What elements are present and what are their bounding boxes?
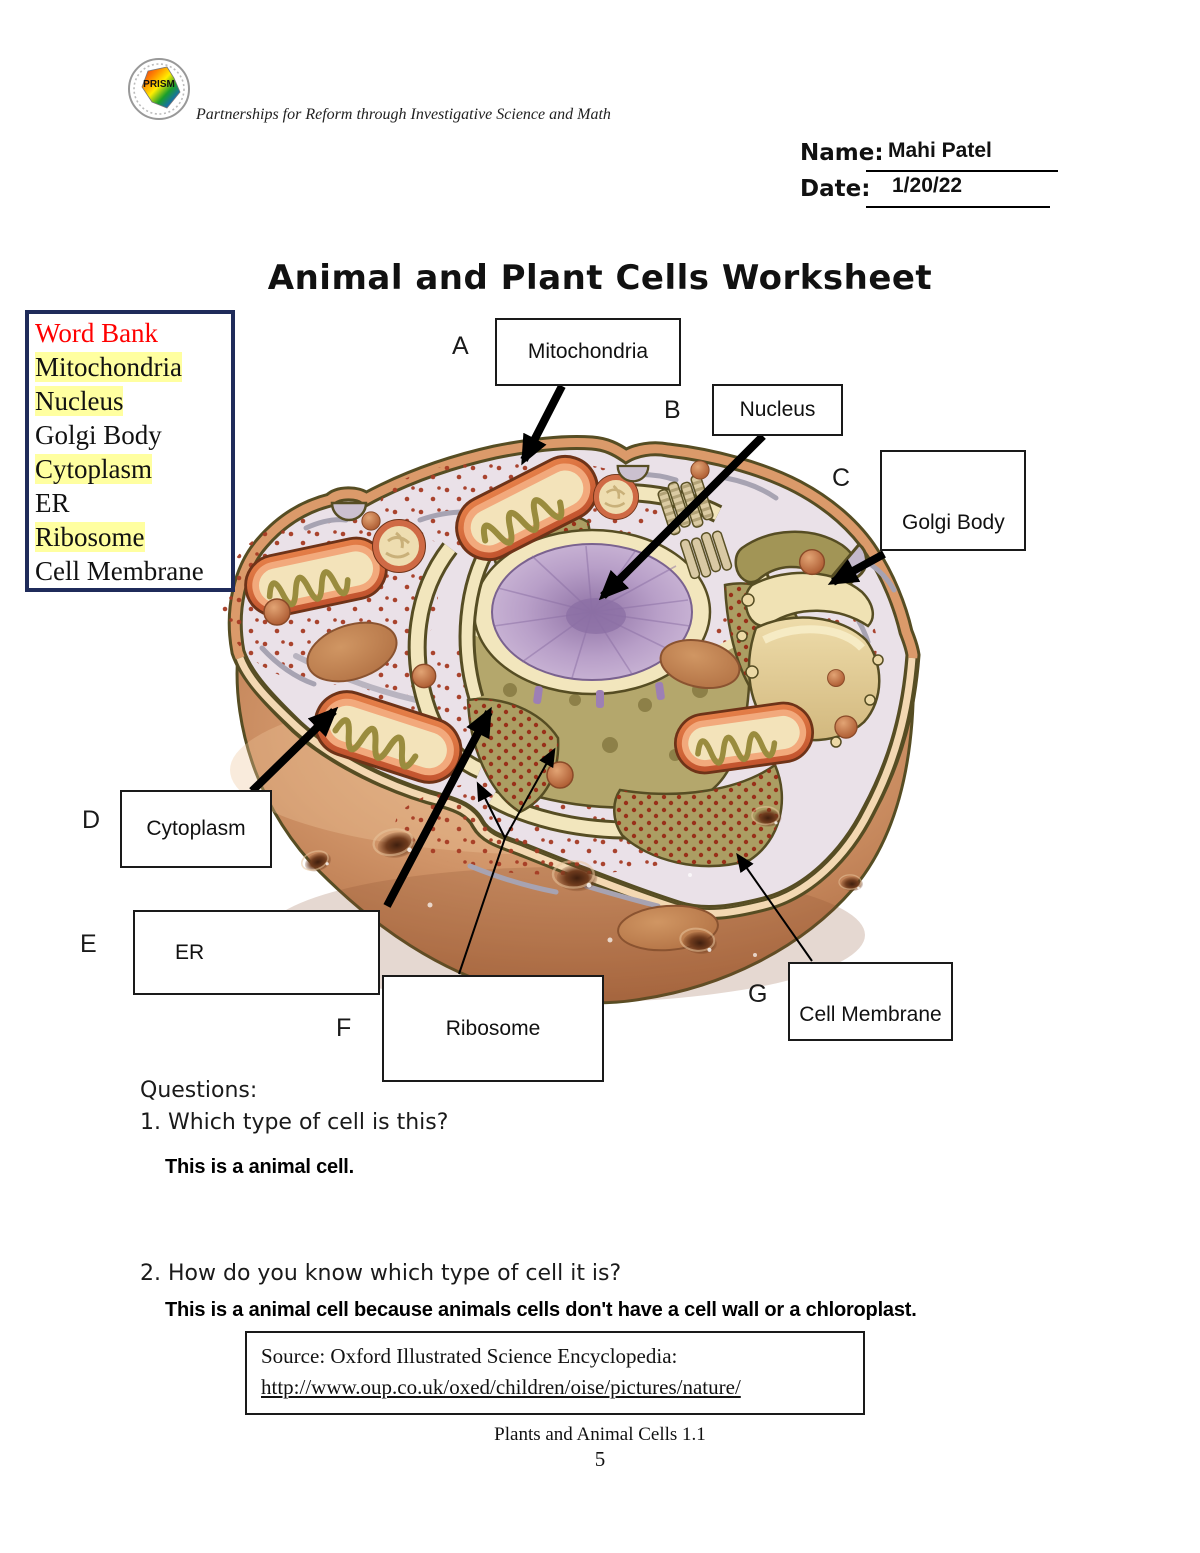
answer-box-e — [133, 910, 380, 995]
answer-a: Mitochondria — [527, 340, 649, 363]
word-bank-item: Cytoplasm — [35, 454, 153, 484]
logo-abbr: PRISM — [143, 79, 175, 90]
answer-box-a — [495, 318, 681, 386]
source-url: http://www.oup.co.uk/oxed/children/oise/pictures/nature/ — [261, 1375, 741, 1399]
footer-title: Plants and Animal Cells 1.1 — [494, 1424, 706, 1445]
word-bank-title: Word Bank — [35, 318, 159, 348]
answer-f: Ribosome — [445, 1016, 541, 1040]
answer-box-b — [712, 384, 843, 436]
name-label: Name: — [800, 140, 884, 166]
answer-box-c — [880, 450, 1026, 551]
label-letter-b: B — [664, 396, 681, 424]
answer-e: ER — [175, 940, 205, 964]
word-bank-item: Nucleus — [35, 386, 124, 416]
page-title: Animal and Plant Cells Worksheet — [267, 258, 933, 298]
label-letter-d: D — [82, 806, 101, 834]
word-bank-item: Golgi Body — [35, 420, 162, 450]
label-letter-a: A — [452, 332, 469, 360]
word-bank — [25, 310, 235, 592]
answer-d: Cytoplasm — [146, 817, 246, 840]
label-letter-f: F — [336, 1014, 352, 1042]
word-bank-item: Mitochondria — [35, 352, 182, 382]
word-bank-item: Ribosome — [35, 522, 145, 552]
date-label: Date: — [800, 176, 871, 202]
label-letter-g: G — [748, 980, 768, 1008]
answer-c: Golgi Body — [902, 511, 1005, 534]
source-line: Source: Oxford Illustrated Science Encyclopedia: — [261, 1344, 678, 1368]
word-bank-item: Cell Membrane — [35, 556, 204, 586]
date-value: 1/20/22 — [892, 174, 963, 197]
answer-box-d — [120, 790, 272, 868]
organization-line: Partnerships for Reform through Investigative Science and Math — [196, 106, 611, 123]
answer-2: This is a animal cell because animals cells don't have a cell wall or a chloroplast. — [165, 1299, 917, 1321]
word-bank-item: ER — [35, 488, 70, 518]
question-2: 2. How do you know which type of cell it is? — [140, 1261, 622, 1286]
answer-box-g — [788, 962, 953, 1041]
answer-b: Nucleus — [739, 398, 816, 421]
label-letter-c: C — [832, 464, 851, 492]
question-1: 1. Which type of cell is this? — [140, 1110, 449, 1135]
answer-1: This is a animal cell. — [165, 1156, 355, 1178]
answer-g: Cell Membrane — [799, 1003, 942, 1026]
answer-box-f — [382, 975, 604, 1082]
name-value: Mahi Patel — [888, 139, 992, 162]
footer-page-number: 5 — [594, 1447, 606, 1471]
label-letter-e: E — [80, 930, 97, 958]
questions-heading: Questions: — [140, 1078, 258, 1103]
